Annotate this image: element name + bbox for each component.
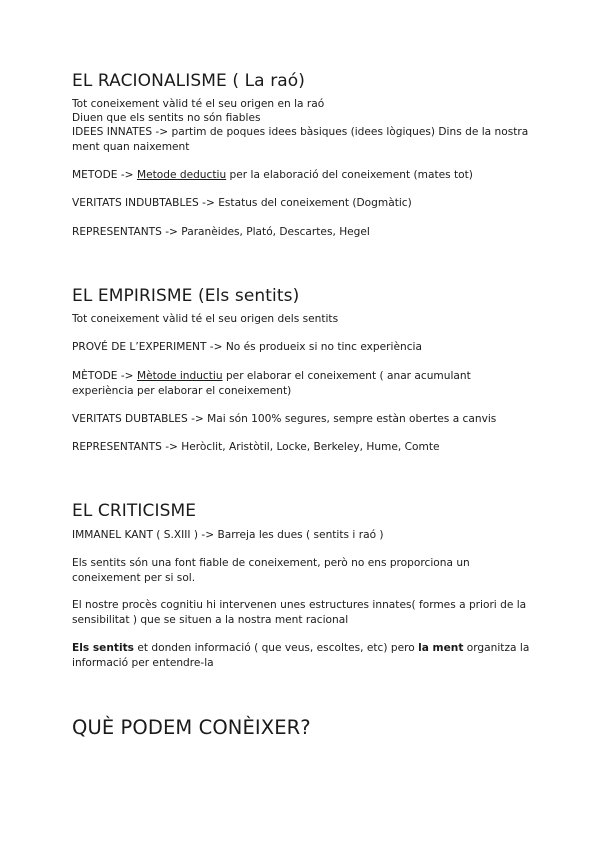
racionalisme-idees-innates: IDEES INNATES -> partim de poques idees bàsiques (idees lògiques) Dins de la nostra ment quan naixement — [72, 126, 529, 153]
empirisme-prove: PROVÉ DE L’EXPERIMENT -> No és produeix si no tinc experiència — [72, 341, 422, 353]
empirisme-metode — [72, 369, 532, 399]
para-3-end: organitza la informació per entendre-la — [72, 642, 530, 669]
metode-suffix: per la elaboració del coneixement (mates tot) — [226, 169, 473, 181]
section-title-racionalisme: EL RACIONALISME ( La raó) — [72, 71, 306, 91]
bold-la-ment: la ment — [418, 642, 464, 654]
criticisme-para-2: El nostre procès cognitiu hi intervenen unes estructures innates( formes a priori de la sensibilitat ) que se situen a la nostra ment racional — [72, 599, 527, 626]
criticisme-para-1: Els sentits són una font fiable de coneixement, però no ens proporciona un coneixement per si sol. — [72, 557, 470, 584]
racionalisme-line-2: Diuen que els sentits no són fiables — [72, 112, 261, 124]
bold-els-sentits: Els sentits — [72, 642, 134, 654]
section-title-criticisme: EL CRITICISME — [72, 501, 197, 521]
racionalisme-representants: REPRESENTANTS -> Paranèides, Plató, Descartes, Hegel — [72, 226, 370, 238]
empirisme-line-1: Tot coneixement vàlid té el seu origen dels sentits — [72, 313, 339, 325]
metode-deductiu-term: Metode deductiu — [136, 169, 227, 181]
section-title-que-podem-coneixer: QUÈ PODEM CONÈIXER? — [72, 716, 311, 739]
para-3-middle: et donden informació ( que veus, escoltes, etc) pero — [133, 642, 419, 654]
racionalisme-veritats: VERITATS INDUBTABLES -> Estatus del coneixement (Dogmàtic) — [72, 197, 412, 209]
metode-prefix: MÈTODE -> — [72, 370, 137, 382]
metode-inductiu-term: Mètode inductiu — [136, 370, 223, 382]
criticisme-kant: IMMANEL KANT ( S.XIII ) -> Barreja les dues ( sentits i raó ) — [72, 529, 384, 541]
section-title-empirisme: EL EMPIRISME (Els sentits) — [72, 286, 300, 306]
criticisme-para-3 — [72, 641, 532, 671]
empirisme-representants: REPRESENTANTS -> Heròclit, Aristòtil, Locke, Berkeley, Hume, Comte — [72, 441, 440, 453]
metode-suffix: per elaborar el coneixement ( anar acumulant experiència per elaborar el coneixement) — [72, 370, 471, 397]
racionalisme-metode — [72, 168, 473, 183]
empirisme-veritats: VERITATS DUBTABLES -> Mai són 100% segures, sempre estàn obertes a canvis — [72, 413, 497, 425]
metode-prefix: METODE -> — [72, 169, 137, 181]
racionalisme-line-1: Tot coneixement vàlid té el seu origen en la raó — [72, 98, 325, 110]
